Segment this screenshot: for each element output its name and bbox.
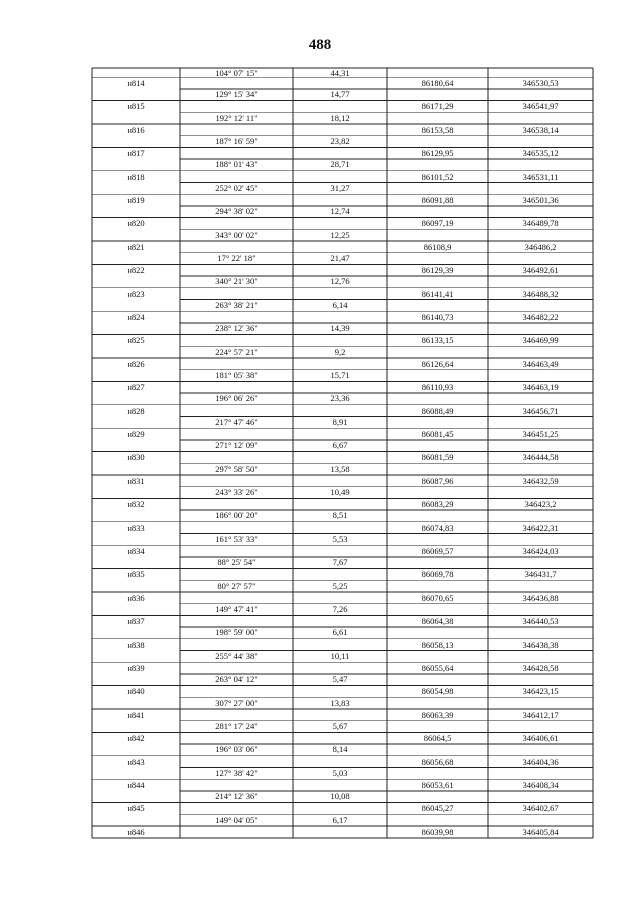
- y-coordinate-cell: 346501,36: [522, 195, 559, 205]
- x-coordinate-cell: 86063,39: [421, 709, 454, 720]
- bearing-cell: 161° 53' 33": [215, 533, 258, 544]
- distance-cell: 44,31: [330, 68, 350, 79]
- point-id-cell: н842: [127, 733, 145, 744]
- point-id-cell: н826: [127, 358, 145, 369]
- point-id-cell: н827: [127, 382, 145, 393]
- x-coordinate-cell: 86097,19: [421, 218, 454, 229]
- distance-cell: 6,14: [332, 299, 348, 310]
- x-coordinate-cell: 86087,96: [421, 475, 454, 486]
- bearing-cell: 198° 59' 00": [215, 627, 258, 638]
- point-id-cell: н821: [127, 241, 145, 252]
- distance-cell: 12,74: [330, 206, 350, 217]
- y-coordinate-cell: 346469,99: [522, 335, 559, 346]
- point-id-cell: н822: [127, 265, 145, 276]
- point-id-cell: н844: [127, 780, 145, 790]
- bearing-cell: 224° 57' 21": [215, 346, 258, 357]
- bearing-cell: 252° 02' 45": [215, 182, 258, 193]
- point-id-cell: н819: [127, 195, 145, 205]
- x-coordinate-cell: 86064,38: [421, 616, 454, 627]
- x-coordinate-cell: 86058,13: [421, 639, 454, 650]
- bearing-cell: 307° 27' 00": [215, 697, 258, 708]
- point-id-cell: н829: [127, 429, 145, 439]
- bearing-cell: 196° 03' 06": [215, 744, 258, 755]
- x-coordinate-cell: 86141,41: [421, 288, 454, 299]
- x-coordinate-cell: 86126,64: [421, 358, 454, 369]
- x-coordinate-cell: 86081,45: [421, 429, 454, 439]
- y-coordinate-cell: 346423,2: [524, 499, 557, 510]
- bearing-cell: 17° 22' 18": [217, 253, 256, 263]
- bearing-cell: 297° 58' 50": [215, 463, 258, 474]
- distance-cell: 6,61: [332, 627, 348, 638]
- distance-cell: 12,76: [330, 276, 350, 287]
- distance-cell: 5,03: [332, 767, 348, 778]
- y-coordinate-cell: 346440,53: [522, 616, 559, 627]
- point-id-cell: н846: [127, 826, 145, 837]
- y-coordinate-cell: 346444,58: [522, 452, 559, 463]
- distance-cell: 5,53: [332, 533, 348, 544]
- y-coordinate-cell: 346492,61: [522, 265, 559, 276]
- point-id-cell: н818: [127, 171, 145, 182]
- bearing-cell: 187° 16' 59": [215, 136, 258, 146]
- y-coordinate-cell: 346428,58: [522, 663, 559, 673]
- x-coordinate-cell: 86053,61: [421, 780, 454, 790]
- x-coordinate-cell: 86070,65: [421, 592, 454, 603]
- bearing-cell: 271° 12' 09": [215, 440, 258, 451]
- distance-cell: 7,26: [332, 604, 348, 614]
- distance-cell: 13,83: [330, 697, 350, 708]
- bearing-cell: 186° 00' 20": [215, 510, 258, 521]
- x-coordinate-cell: 86064,5: [423, 733, 452, 744]
- point-id-cell: н814: [127, 78, 145, 88]
- point-id-cell: н824: [127, 312, 145, 322]
- bearing-cell: 104° 07' 15": [215, 68, 258, 79]
- bearing-cell: 149° 04' 05": [215, 814, 258, 825]
- distance-cell: 8,14: [332, 744, 348, 755]
- bearing-cell: 127° 38' 42": [215, 767, 258, 778]
- distance-cell: 31,27: [330, 182, 350, 193]
- bearing-cell: 238° 12' 36": [215, 323, 258, 334]
- bearing-cell: 281° 17' 24": [215, 721, 258, 731]
- y-coordinate-cell: 346438,38: [522, 639, 559, 650]
- x-coordinate-cell: 86039,98: [421, 826, 454, 837]
- x-coordinate-cell: 86069,57: [421, 546, 454, 556]
- distance-cell: 8,51: [332, 510, 348, 521]
- distance-cell: 5,67: [332, 721, 348, 731]
- point-id-cell: н828: [127, 405, 145, 416]
- bearing-cell: 149° 47' 41": [215, 604, 258, 614]
- coordinates-table: [92, 68, 593, 838]
- distance-cell: 14,77: [330, 89, 350, 100]
- distance-cell: 10,49: [330, 487, 350, 497]
- x-coordinate-cell: 86133,15: [421, 335, 454, 346]
- y-coordinate-cell: 346463,19: [522, 382, 559, 393]
- x-coordinate-cell: 86108,9: [423, 241, 452, 252]
- bearing-cell: 243° 33' 26": [215, 487, 258, 497]
- y-coordinate-cell: 346406,61: [522, 733, 559, 744]
- y-coordinate-cell: 346402,67: [522, 803, 559, 814]
- point-id-cell: н843: [127, 756, 145, 767]
- distance-cell: 9,2: [334, 346, 346, 357]
- point-id-cell: н835: [127, 569, 145, 580]
- distance-cell: 6,67: [332, 440, 348, 451]
- point-id-cell: н825: [127, 335, 145, 346]
- x-coordinate-cell: 86056,68: [421, 756, 454, 767]
- x-coordinate-cell: 86054,98: [421, 686, 454, 697]
- y-coordinate-cell: 346535,12: [522, 148, 559, 159]
- distance-cell: 18,12: [330, 112, 350, 123]
- point-id-cell: н817: [127, 148, 145, 159]
- y-coordinate-cell: 346451,25: [522, 429, 559, 439]
- bearing-cell: 263° 38' 21": [215, 299, 258, 310]
- point-id-cell: н841: [127, 709, 145, 720]
- x-coordinate-cell: 86171,29: [421, 101, 454, 112]
- distance-cell: 7,67: [332, 557, 348, 568]
- bearing-cell: 192° 12' 11": [215, 112, 258, 123]
- distance-cell: 10,08: [330, 791, 350, 802]
- point-id-cell: н840: [127, 686, 145, 697]
- x-coordinate-cell: 86129,39: [421, 265, 454, 276]
- x-coordinate-cell: 86101,52: [421, 171, 454, 182]
- point-id-cell: н823: [127, 288, 145, 299]
- distance-cell: 15,71: [330, 370, 350, 380]
- bearing-cell: 214° 12' 36": [215, 791, 258, 802]
- y-coordinate-cell: 346482,22: [522, 312, 559, 322]
- bearing-cell: 181° 05' 38": [215, 370, 258, 380]
- y-coordinate-cell: 346463,49: [522, 358, 559, 369]
- point-id-cell: н833: [127, 522, 145, 533]
- bearing-cell: 255° 44' 38": [215, 650, 258, 661]
- y-coordinate-cell: 346412,17: [522, 709, 559, 720]
- y-coordinate-cell: 346405,84: [522, 826, 559, 837]
- distance-cell: 10,11: [330, 650, 350, 661]
- distance-cell: 5,25: [332, 580, 348, 591]
- point-id-cell: н832: [127, 499, 145, 510]
- point-id-cell: н816: [127, 124, 145, 135]
- bearing-cell: 217° 47' 46": [215, 416, 258, 427]
- x-coordinate-cell: 86153,58: [421, 124, 454, 135]
- distance-cell: 6,17: [332, 814, 348, 825]
- point-id-cell: н815: [127, 101, 145, 112]
- bearing-cell: 80° 27' 57": [217, 580, 256, 591]
- page-number: 488: [308, 37, 332, 53]
- x-coordinate-cell: 86045,27: [421, 803, 454, 814]
- x-coordinate-cell: 86088,49: [421, 405, 454, 416]
- distance-cell: 13,58: [330, 463, 350, 474]
- point-id-cell: н820: [127, 218, 145, 229]
- y-coordinate-cell: 346422,31: [522, 522, 559, 533]
- point-id-cell: н845: [127, 803, 145, 814]
- point-id-cell: н834: [127, 546, 145, 556]
- point-id-cell: н830: [127, 452, 145, 463]
- x-coordinate-cell: 86180,64: [421, 78, 454, 88]
- bearing-cell: 294° 38' 02": [215, 206, 258, 217]
- point-id-cell: н836: [127, 592, 145, 603]
- x-coordinate-cell: 86055,64: [421, 663, 454, 673]
- distance-cell: 21,47: [330, 253, 350, 263]
- bearing-cell: 196° 06' 26": [215, 393, 258, 404]
- distance-cell: 5,47: [332, 674, 348, 685]
- y-coordinate-cell: 346436,88: [522, 592, 559, 603]
- x-coordinate-cell: 86083,29: [421, 499, 454, 510]
- y-coordinate-cell: 346424,03: [522, 546, 559, 556]
- point-id-cell: н831: [127, 475, 145, 486]
- y-coordinate-cell: 346404,36: [522, 756, 559, 767]
- y-coordinate-cell: 346431,7: [524, 569, 557, 580]
- bearing-cell: 188° 01' 43": [215, 159, 258, 170]
- x-coordinate-cell: 86074,83: [421, 522, 454, 533]
- y-coordinate-cell: 346488,32: [522, 288, 559, 299]
- bearing-cell: 340° 21' 30": [215, 276, 258, 287]
- y-coordinate-cell: 346423,15: [522, 686, 559, 697]
- x-coordinate-cell: 86140,73: [421, 312, 454, 322]
- point-id-cell: н838: [127, 639, 145, 650]
- x-coordinate-cell: 86091,88: [421, 195, 454, 205]
- x-coordinate-cell: 86069,78: [421, 569, 454, 580]
- distance-cell: 23,82: [330, 136, 350, 146]
- x-coordinate-cell: 86129,95: [421, 148, 454, 159]
- bearing-cell: 343° 00' 02": [215, 229, 258, 240]
- distance-cell: 14,39: [330, 323, 350, 334]
- point-id-cell: н837: [127, 616, 145, 627]
- x-coordinate-cell: 86110,93: [421, 382, 454, 393]
- distance-cell: 12,25: [330, 229, 350, 240]
- bearing-cell: 88° 25' 54": [217, 557, 256, 568]
- bearing-cell: 129° 15' 34": [215, 89, 258, 100]
- y-coordinate-cell: 346531,11: [522, 171, 559, 182]
- point-id-cell: н839: [127, 663, 145, 673]
- y-coordinate-cell: 346489,78: [522, 218, 559, 229]
- y-coordinate-cell: 346486,2: [524, 241, 557, 252]
- y-coordinate-cell: 346456,71: [522, 405, 559, 416]
- y-coordinate-cell: 346530,53: [522, 78, 559, 88]
- y-coordinate-cell: 346541,97: [522, 101, 559, 112]
- y-coordinate-cell: 346538,14: [522, 124, 559, 135]
- distance-cell: 28,71: [330, 159, 350, 170]
- x-coordinate-cell: 86081,59: [421, 452, 454, 463]
- y-coordinate-cell: 346408,34: [522, 780, 559, 790]
- distance-cell: 8,91: [332, 416, 348, 427]
- distance-cell: 23,36: [330, 393, 350, 404]
- bearing-cell: 263° 04' 12": [215, 674, 258, 685]
- y-coordinate-cell: 346432,59: [522, 475, 559, 486]
